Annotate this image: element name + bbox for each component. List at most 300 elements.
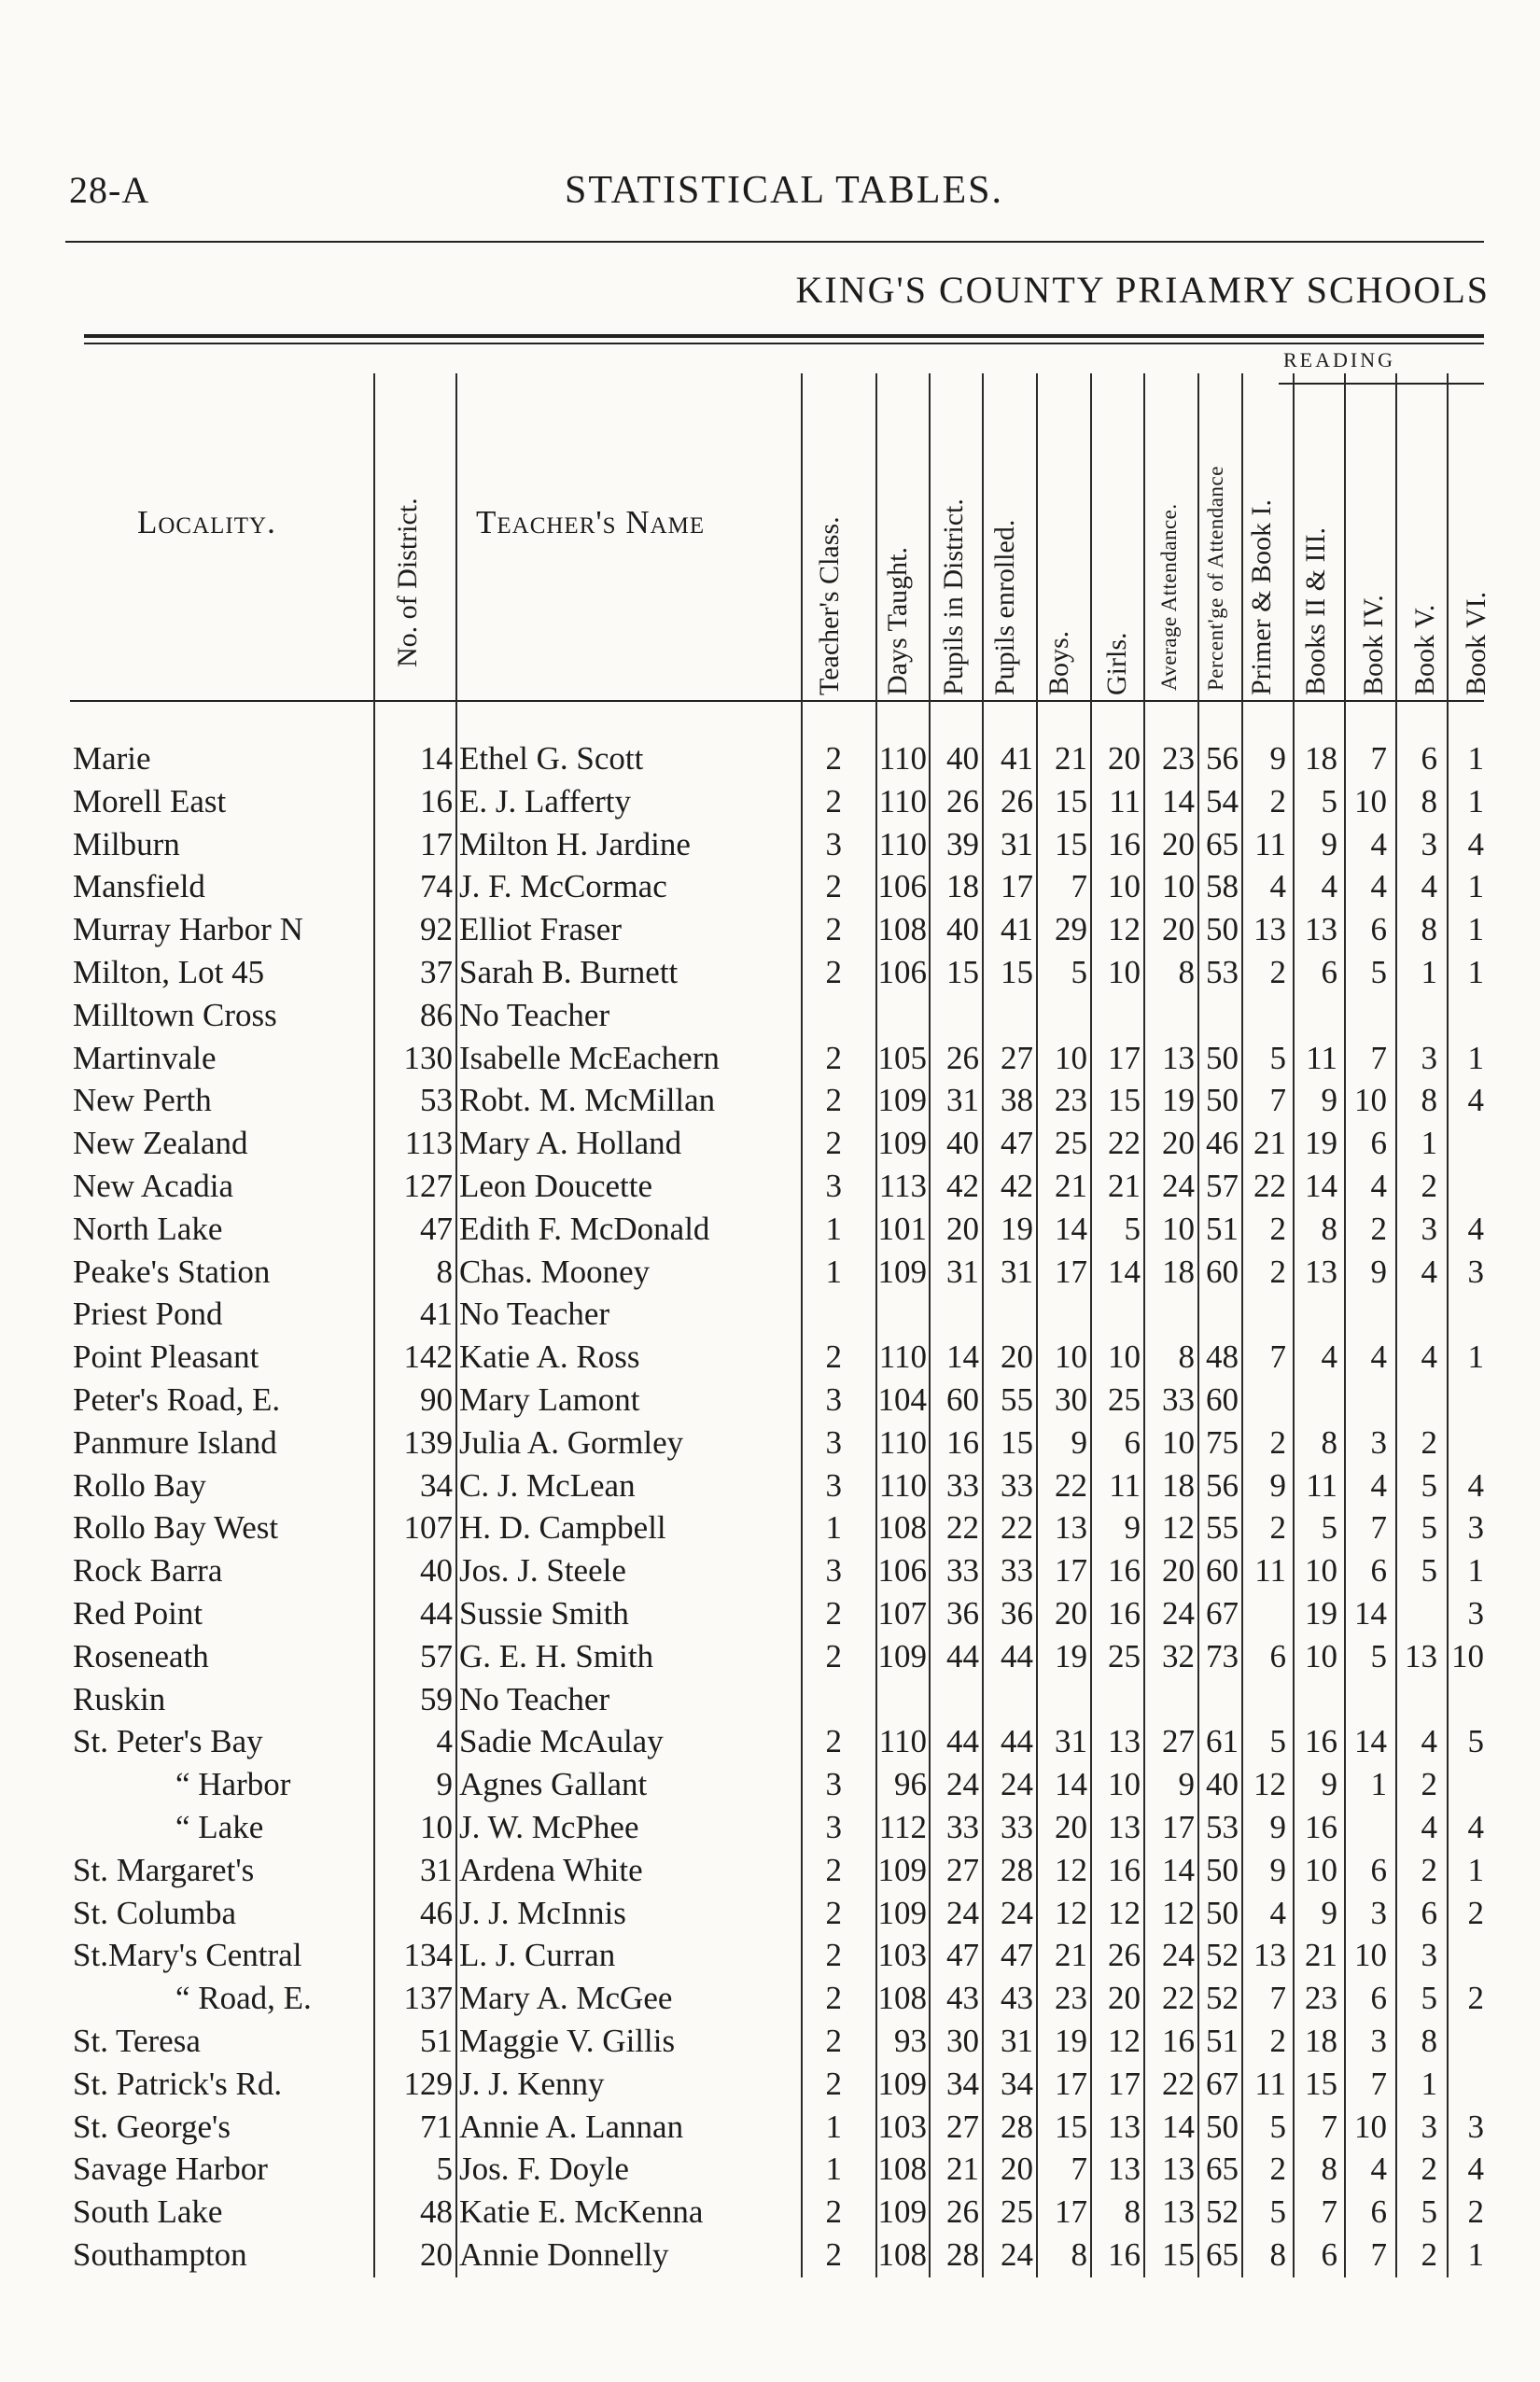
teacher-name-cell: G. E. H. Smith <box>459 1637 654 1674</box>
book-4-cell: 9 <box>1370 1253 1387 1290</box>
boys-cell: 17 <box>1055 1253 1087 1290</box>
book-5-cell: 3 <box>1421 2108 1437 2145</box>
pupils-enrolled-cell: 33 <box>1001 1809 1033 1845</box>
teacher-class-cell: 2 <box>825 740 842 777</box>
locality-cell: Panmure Island <box>73 1423 277 1461</box>
percentage-attendance-cell: 50 <box>1206 1894 1239 1931</box>
teacher-name-cell: Leon Doucette <box>459 1168 652 1204</box>
book-6-cell: 1 <box>1467 782 1484 820</box>
pupils-in-district-cell: 40 <box>946 740 979 777</box>
percentage-attendance-cell: 67 <box>1206 2065 1239 2102</box>
teacher-name-cell: Julia A. Gormley <box>459 1423 684 1461</box>
book-6-cell <box>1409 2020 1484 2063</box>
district-number-cell: 4 <box>436 1723 453 1760</box>
reading-group-rule <box>1279 383 1484 385</box>
days-taught-cell: 93 <box>894 2023 927 2059</box>
average-attendance-cell: 18 <box>1162 1466 1195 1504</box>
girls-cell: 17 <box>1108 1039 1141 1076</box>
pupils-in-district-cell: 21 <box>946 2151 979 2188</box>
boys-cell: 7 <box>1071 868 1087 905</box>
days-taught-cell: 110 <box>878 740 927 777</box>
girls-cell: 13 <box>1108 1723 1141 1760</box>
percentage-attendance-cell: 51 <box>1206 2023 1239 2059</box>
pupils-enrolled-cell: 24 <box>1001 2236 1033 2273</box>
book-4-cell: 4 <box>1370 825 1387 862</box>
book-5-cell: 4 <box>1421 868 1437 905</box>
books-2-3-cell: 19 <box>1305 1125 1337 1162</box>
book-6-cell <box>1409 1122 1484 1165</box>
boys-cell: 23 <box>1055 1980 1087 2017</box>
locality-cell: New Acadia <box>73 1168 234 1204</box>
pupils-in-district-cell: 28 <box>946 2236 979 2273</box>
books-2-3-cell: 18 <box>1305 740 1337 777</box>
girls-cell: 16 <box>1108 1595 1141 1632</box>
district-number-cell: 53 <box>420 1082 453 1119</box>
days-taught-cell: 110 <box>878 782 927 820</box>
boys-cell: 14 <box>1055 1210 1087 1247</box>
primer-book-1-cell: 13 <box>1253 1937 1286 1974</box>
pupils-enrolled-cell: 28 <box>1001 1851 1033 1888</box>
average-attendance-cell: 32 <box>1162 1637 1195 1674</box>
girls-cell: 16 <box>1108 1552 1141 1590</box>
teacher-class-cell: 1 <box>825 2108 842 2145</box>
boys-cell: 30 <box>1055 1381 1087 1418</box>
boys-cell: 15 <box>1055 2108 1087 2145</box>
district-number-cell: 44 <box>420 1595 453 1632</box>
days-taught-cell: 109 <box>877 2065 927 2102</box>
primer-book-1-cell: 22 <box>1253 1168 1286 1204</box>
days-taught-cell: 107 <box>877 1595 927 1632</box>
boys-cell: 7 <box>1071 2151 1087 2188</box>
books-2-3-cell: 9 <box>1321 825 1337 862</box>
boys-cell: 19 <box>1055 2023 1087 2059</box>
locality-cell: Southampton <box>73 2236 247 2273</box>
books-2-3-cell: 21 <box>1305 1937 1337 1974</box>
pupils-enrolled-cell: 41 <box>1001 740 1033 777</box>
girls-cell: 12 <box>1108 2023 1141 2059</box>
teacher-class-cell: 2 <box>825 1723 842 1760</box>
book-5-cell: 1 <box>1421 1125 1437 1162</box>
pupils-enrolled-cell: 55 <box>1001 1381 1033 1418</box>
percentage-attendance-cell: 50 <box>1206 1082 1239 1119</box>
district-number-cell: 37 <box>420 954 453 990</box>
pupils-enrolled-cell: 44 <box>1001 1637 1033 1674</box>
book-4-cell: 6 <box>1370 1552 1387 1590</box>
girls-cell: 13 <box>1108 2151 1141 2188</box>
pupils-enrolled-cell: 31 <box>1001 1253 1033 1290</box>
percentage-attendance-cell: 56 <box>1206 740 1239 777</box>
boys-cell: 23 <box>1055 1082 1087 1119</box>
locality-cell: Peter's Road, E. <box>73 1381 281 1418</box>
pupils-in-district-cell: 22 <box>946 1509 979 1547</box>
pupils-in-district-cell: 33 <box>946 1552 979 1590</box>
pupils-in-district-cell: 44 <box>946 1723 979 1760</box>
boys-cell: 17 <box>1055 1552 1087 1590</box>
percentage-attendance-cell: 73 <box>1206 1637 1239 1674</box>
percentage-attendance-cell: 51 <box>1206 1210 1239 1247</box>
girls-cell: 13 <box>1108 2108 1141 2145</box>
primer-book-1-cell: 2 <box>1269 1509 1286 1547</box>
pupils-in-district-cell: 39 <box>946 825 979 862</box>
book-4-cell: 7 <box>1370 1509 1387 1547</box>
pupils-enrolled-cell: 20 <box>1001 1338 1033 1376</box>
teacher-class-cell: 3 <box>825 1466 842 1504</box>
locality-cell: St. Columba <box>73 1894 237 1931</box>
average-attendance-cell: 24 <box>1162 1168 1195 1204</box>
book-5-cell: 5 <box>1421 2193 1437 2231</box>
pupils-enrolled-cell: 24 <box>1001 1894 1033 1931</box>
district-number-cell: 10 <box>420 1809 453 1845</box>
percentage-attendance-cell: 50 <box>1206 2108 1239 2145</box>
book-4-cell: 5 <box>1370 1637 1387 1674</box>
book-5-cell: 3 <box>1421 825 1437 862</box>
books-2-3-cell: 11 <box>1306 1466 1337 1504</box>
days-taught-cell: 112 <box>878 1809 927 1845</box>
header-books-2-3: Books II & III. <box>1300 527 1331 695</box>
teacher-name-cell: Sadie McAulay <box>459 1723 664 1760</box>
teacher-class-cell: 2 <box>825 782 842 820</box>
girls-cell: 16 <box>1108 2236 1141 2273</box>
locality-cell: St. George's <box>73 2108 231 2145</box>
district-number-cell: 130 <box>403 1039 453 1076</box>
books-2-3-cell: 13 <box>1305 1253 1337 1290</box>
percentage-attendance-cell: 75 <box>1206 1423 1239 1461</box>
header-pupils-enrolled: Pupils enrolled. <box>989 519 1020 695</box>
days-taught-cell: 105 <box>877 1039 927 1076</box>
pupils-enrolled-cell: 24 <box>1001 1766 1033 1803</box>
teacher-name-cell: H. D. Campbell <box>459 1509 666 1547</box>
district-number-cell: 46 <box>420 1894 453 1931</box>
primer-book-1-cell: 9 <box>1269 1809 1286 1845</box>
locality-cell: Marie <box>73 740 151 777</box>
teacher-class-cell: 2 <box>825 1851 842 1888</box>
book-4-cell: 4 <box>1370 1338 1387 1376</box>
girls-cell: 22 <box>1108 1125 1141 1162</box>
days-taught-cell: 110 <box>878 825 927 862</box>
book-6-cell <box>1409 2063 1484 2106</box>
book-6-cell: 2 <box>1467 1980 1484 2017</box>
days-taught-cell: 108 <box>877 2236 927 2273</box>
girls-cell: 9 <box>1124 1509 1141 1547</box>
header-average-attendance: Average Attendance. <box>1157 503 1181 691</box>
book-6-cell: 2 <box>1467 1894 1484 1931</box>
primer-book-1-cell: 8 <box>1269 2236 1286 2273</box>
girls-cell: 21 <box>1108 1168 1141 1204</box>
pupils-in-district-cell: 40 <box>946 1125 979 1162</box>
days-taught-cell: 96 <box>894 1766 927 1803</box>
average-attendance-cell: 8 <box>1178 1338 1195 1376</box>
girls-cell: 10 <box>1108 954 1141 990</box>
books-2-3-cell: 5 <box>1321 782 1337 820</box>
days-taught-cell: 110 <box>878 1338 927 1376</box>
percentage-attendance-cell: 56 <box>1206 1466 1239 1504</box>
teacher-class-cell: 3 <box>825 1168 842 1204</box>
book-4-cell: 7 <box>1370 2236 1387 2273</box>
percentage-attendance-cell: 65 <box>1206 825 1239 862</box>
locality-cell: “ Lake <box>175 1809 264 1845</box>
girls-cell: 10 <box>1108 1338 1141 1376</box>
percentage-attendance-cell: 60 <box>1206 1381 1239 1418</box>
district-number-cell: 14 <box>420 740 453 777</box>
district-number-cell: 86 <box>420 996 453 1033</box>
pupils-enrolled-cell: 47 <box>1001 1937 1033 1974</box>
teacher-class-cell: 2 <box>825 1637 842 1674</box>
pupils-in-district-cell: 33 <box>946 1466 979 1504</box>
girls-cell: 17 <box>1108 2065 1141 2102</box>
book-6-cell <box>1409 1422 1484 1464</box>
pupils-in-district-cell: 31 <box>946 1253 979 1290</box>
book-4-cell: 6 <box>1370 911 1387 948</box>
primer-book-1-cell: 2 <box>1269 1253 1286 1290</box>
percentage-attendance-cell: 60 <box>1206 1552 1239 1590</box>
days-taught-cell: 108 <box>877 1980 927 2017</box>
boys-cell: 21 <box>1055 1937 1087 1974</box>
average-attendance-cell: 14 <box>1162 782 1195 820</box>
locality-cell: Rollo Bay <box>73 1466 206 1504</box>
district-number-cell: 139 <box>403 1423 453 1461</box>
primer-book-1-cell: 9 <box>1269 1466 1286 1504</box>
primer-book-1-cell: 2 <box>1269 954 1286 990</box>
book-6-cell: 3 <box>1467 1595 1484 1632</box>
teacher-name-cell: Ethel G. Scott <box>459 740 644 777</box>
teacher-name-cell: Mary Lamont <box>459 1381 640 1418</box>
running-head: STATISTICAL TABLES. <box>565 169 1003 212</box>
average-attendance-cell: 22 <box>1162 2065 1195 2102</box>
books-2-3-cell: 18 <box>1305 2023 1337 2059</box>
book-5-cell: 8 <box>1421 1082 1437 1119</box>
district-number-cell: 71 <box>420 2108 453 2145</box>
district-number-cell: 5 <box>436 2151 453 2188</box>
teacher-name-cell: Chas. Mooney <box>459 1253 651 1290</box>
days-taught-cell: 110 <box>878 1423 927 1461</box>
teacher-name-cell: J. W. McPhee <box>459 1809 639 1845</box>
percentage-attendance-cell: 57 <box>1206 1168 1239 1204</box>
books-2-3-cell: 7 <box>1321 2193 1337 2231</box>
days-taught-cell: 108 <box>877 2151 927 2188</box>
percentage-attendance-cell: 67 <box>1206 1595 1239 1632</box>
teacher-class-cell: 3 <box>825 1552 842 1590</box>
average-attendance-cell: 24 <box>1162 1595 1195 1632</box>
pupils-enrolled-cell: 26 <box>1001 782 1033 820</box>
header-book-6: Book VI. <box>1461 591 1491 695</box>
pupils-enrolled-cell: 38 <box>1001 1082 1033 1119</box>
pupils-in-district-cell: 44 <box>946 1637 979 1674</box>
primer-book-1-cell: 11 <box>1254 825 1286 862</box>
book-6-cell: 4 <box>1467 2151 1484 2188</box>
locality-cell: Morell East <box>73 782 227 820</box>
district-number-cell: 47 <box>420 1210 453 1247</box>
pupils-enrolled-cell: 22 <box>1001 1509 1033 1547</box>
district-number-cell: 74 <box>420 868 453 905</box>
girls-cell: 8 <box>1124 2193 1141 2231</box>
books-2-3-cell: 15 <box>1305 2065 1337 2102</box>
average-attendance-cell: 14 <box>1162 1851 1195 1888</box>
boys-cell: 29 <box>1055 911 1087 948</box>
days-taught-cell: 109 <box>877 1894 927 1931</box>
book-5-cell: 5 <box>1421 1466 1437 1504</box>
header-book-5: Book V. <box>1409 604 1440 695</box>
primer-book-1-cell: 9 <box>1269 740 1286 777</box>
average-attendance-cell: 13 <box>1162 2193 1195 2231</box>
primer-book-1-cell: 7 <box>1269 1338 1286 1376</box>
header-teacher-name: Teacher's Name <box>476 504 706 540</box>
boys-cell: 12 <box>1055 1894 1087 1931</box>
book-5-cell: 1 <box>1421 2065 1437 2102</box>
pupils-enrolled-cell: 17 <box>1001 868 1033 905</box>
teacher-class-cell: 2 <box>825 1595 842 1632</box>
book-6-cell: 4 <box>1467 1809 1484 1845</box>
days-taught-cell: 109 <box>877 1125 927 1162</box>
percentage-attendance-cell: 52 <box>1206 1937 1239 1974</box>
pupils-enrolled-cell: 31 <box>1001 2023 1033 2059</box>
book-5-cell: 4 <box>1421 1253 1437 1290</box>
pupils-in-district-cell: 16 <box>946 1423 979 1461</box>
pupils-enrolled-cell: 31 <box>1001 825 1033 862</box>
average-attendance-cell: 18 <box>1162 1253 1195 1290</box>
teacher-class-cell: 2 <box>825 2236 842 2273</box>
boys-cell: 10 <box>1055 1039 1087 1076</box>
average-attendance-cell: 13 <box>1162 2151 1195 2188</box>
boys-cell: 21 <box>1055 740 1087 777</box>
girls-cell: 5 <box>1124 1210 1141 1247</box>
pupils-in-district-cell: 27 <box>946 2108 979 2145</box>
locality-cell: Mansfield <box>73 868 205 905</box>
book-4-cell: 5 <box>1370 954 1387 990</box>
teacher-class-cell <box>767 994 842 1037</box>
locality-cell: Rollo Bay West <box>73 1509 279 1547</box>
pupils-enrolled-cell: 19 <box>1001 1210 1033 1247</box>
book-6-cell: 2 <box>1467 2193 1484 2231</box>
book-5-cell: 2 <box>1421 1423 1437 1461</box>
days-taught-cell: 101 <box>877 1210 927 1247</box>
primer-book-1-cell: 11 <box>1254 1552 1286 1590</box>
pupils-enrolled-cell: 28 <box>1001 2108 1033 2145</box>
teacher-name-cell: Isabelle McEachern <box>459 1039 720 1076</box>
primer-book-1-cell: 4 <box>1269 1894 1286 1931</box>
pupils-in-district-cell: 42 <box>946 1168 979 1204</box>
teacher-name-cell: Sarah B. Burnett <box>459 954 679 990</box>
teacher-name-cell: E. J. Lafferty <box>459 782 632 820</box>
percentage-attendance-cell: 40 <box>1206 1766 1239 1803</box>
girls-cell: 20 <box>1108 740 1141 777</box>
header-pupils-in-district: Pupils in District. <box>938 498 969 695</box>
girls-cell: 14 <box>1108 1253 1141 1290</box>
book-6-cell <box>1409 994 1484 1037</box>
books-2-3-cell: 7 <box>1321 2108 1337 2145</box>
book-6-cell <box>1409 1379 1484 1422</box>
teacher-class-cell: 2 <box>825 1937 842 1974</box>
teacher-name-cell: No Teacher <box>459 1680 610 1717</box>
days-taught-cell: 108 <box>877 1509 927 1547</box>
book-4-cell: 4 <box>1370 868 1387 905</box>
books-2-3-cell: 8 <box>1321 1210 1337 1247</box>
percentage-attendance-cell: 61 <box>1206 1723 1239 1760</box>
book-6-cell: 3 <box>1467 2108 1484 2145</box>
girls-cell: 10 <box>1108 1766 1141 1803</box>
primer-book-1-cell: 2 <box>1269 2151 1286 2188</box>
book-5-cell: 8 <box>1421 2023 1437 2059</box>
days-taught-cell: 108 <box>877 911 927 948</box>
pupils-enrolled-cell: 42 <box>1001 1168 1033 1204</box>
book-4-cell: 6 <box>1370 2193 1387 2231</box>
book-4-cell: 10 <box>1354 1082 1387 1119</box>
books-2-3-cell: 9 <box>1321 1894 1337 1931</box>
district-number-cell: 59 <box>420 1680 453 1717</box>
boys-cell: 14 <box>1055 1766 1087 1803</box>
teacher-name-cell: C. J. McLean <box>459 1466 636 1504</box>
pupils-in-district-cell: 26 <box>946 1039 979 1076</box>
pupils-in-district-cell: 26 <box>946 782 979 820</box>
book-6-cell: 1 <box>1467 954 1484 990</box>
primer-book-1-cell: 7 <box>1269 1980 1286 2017</box>
book-4-cell: 4 <box>1370 2151 1387 2188</box>
district-number-cell: 41 <box>420 1296 453 1333</box>
primer-book-1-cell: 5 <box>1269 1039 1286 1076</box>
primer-book-1-cell: 13 <box>1253 911 1286 948</box>
district-number-cell: 137 <box>403 1980 453 2017</box>
girls-cell: 6 <box>1124 1423 1141 1461</box>
average-attendance-cell: 15 <box>1162 2236 1195 2273</box>
percentage-attendance-cell: 50 <box>1206 911 1239 948</box>
boys-cell: 25 <box>1055 1125 1087 1162</box>
girls-cell: 16 <box>1108 1851 1141 1888</box>
primer-book-1-cell: 4 <box>1269 868 1286 905</box>
average-attendance-cell: 20 <box>1162 1552 1195 1590</box>
books-2-3-cell: 8 <box>1321 1423 1337 1461</box>
days-taught-cell: 109 <box>877 1637 927 1674</box>
book-4-cell: 7 <box>1370 740 1387 777</box>
boys-cell: 9 <box>1071 1423 1087 1461</box>
locality-cell: New Perth <box>73 1082 212 1119</box>
book-6-cell <box>1409 1763 1484 1806</box>
book-6-cell: 1 <box>1467 868 1484 905</box>
books-2-3-cell: 16 <box>1305 1809 1337 1845</box>
average-attendance-cell: 12 <box>1162 1509 1195 1547</box>
pupils-enrolled-cell: 33 <box>1001 1552 1033 1590</box>
book-6-cell: 3 <box>1467 1253 1484 1290</box>
locality-cell: St. Patrick's Rd. <box>73 2065 283 2102</box>
district-number-cell: 17 <box>420 825 453 862</box>
pupils-enrolled-cell: 36 <box>1001 1595 1033 1632</box>
district-number-cell: 142 <box>403 1338 453 1376</box>
header-rule <box>65 241 1484 243</box>
boys-cell: 20 <box>1055 1595 1087 1632</box>
locality-cell: St.Mary's Central <box>73 1937 302 1974</box>
primer-book-1-cell: 5 <box>1269 1723 1286 1760</box>
average-attendance-cell: 24 <box>1162 1937 1195 1974</box>
locality-cell: Rock Barra <box>73 1552 223 1590</box>
average-attendance-cell: 20 <box>1162 1125 1195 1162</box>
book-5-cell: 5 <box>1421 1509 1437 1547</box>
percentage-attendance-cell: 58 <box>1206 868 1239 905</box>
percentage-attendance-cell: 46 <box>1206 1125 1239 1162</box>
teacher-name-cell: Annie A. Lannan <box>459 2108 684 2145</box>
header-boys: Boys. <box>1043 630 1074 695</box>
books-2-3-cell: 11 <box>1306 1039 1337 1076</box>
days-taught-cell: 103 <box>877 2108 927 2145</box>
primer-book-1-cell: 5 <box>1269 2193 1286 2231</box>
pupils-enrolled-cell: 15 <box>1001 1423 1033 1461</box>
teacher-class-cell: 1 <box>825 1253 842 1290</box>
pupils-in-district-cell: 30 <box>946 2023 979 2059</box>
teacher-class-cell: 2 <box>825 2193 842 2231</box>
teacher-name-cell: J. J. McInnis <box>459 1894 626 1931</box>
primer-book-1-cell: 2 <box>1269 782 1286 820</box>
average-attendance-cell: 10 <box>1162 868 1195 905</box>
girls-cell: 12 <box>1108 911 1141 948</box>
books-2-3-cell: 14 <box>1305 1168 1337 1204</box>
pupils-enrolled-cell: 44 <box>1001 1723 1033 1760</box>
